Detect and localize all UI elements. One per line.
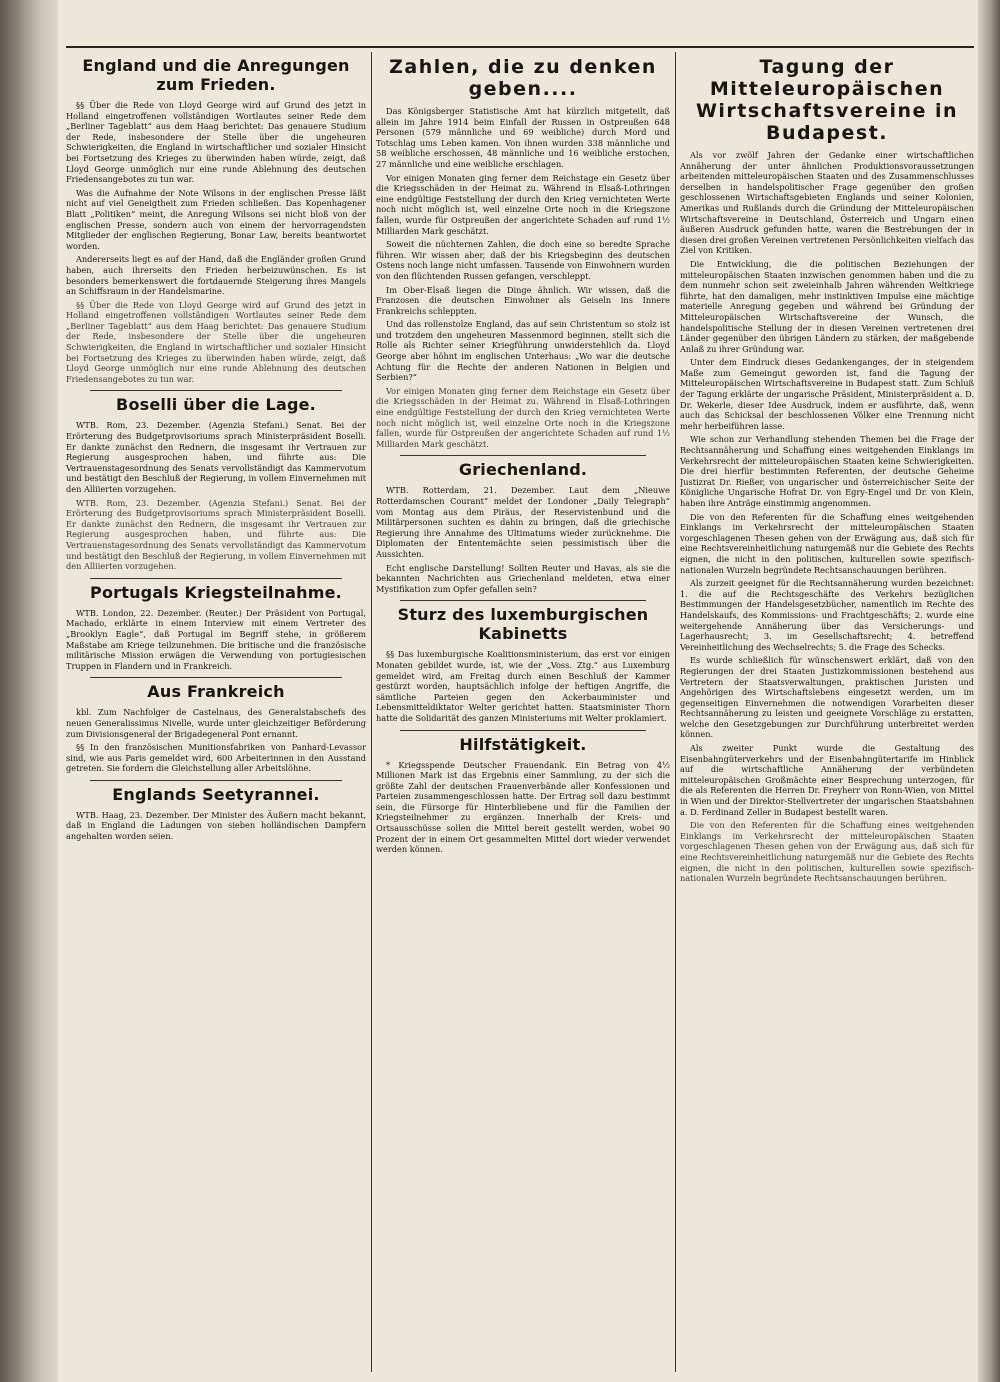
article-paragraph: Soweit die nüchternen Zahlen, die doch eine so beredte Sprache führen. Wir wissen aber, daß der bis Kriegsbeginn des deutschen Ostens noch lange nicht umfassen. Tausende von Einwohnern wurden von den flüchtenden Russen gefangen, verschleppt. [376,239,670,281]
headline-seetyrannei: Englands Seetyrannei. [112,784,320,804]
article-paragraph: §§ Über die Rede von Lloyd George wird auf Grund des jetzt in Holland eingetroffenen vollständigen Wortlautes seiner Rede dem „Berliner Tageblatt“ aus dem Haag berichtet: Das genauere Studium der Rede, insbesondere der Stelle über die ungeheuren Schwierigkeiten, die England in wirtschaftlicher und sozialer Hinsicht bei Fortsetzung des Krieges zu überwinden haben würde, zeigt, daß Lloyd George unmöglich nur eine runde Ablehnung des deutschen Friedensangebotes zu tun war. [66,100,366,185]
headline-hilfstaetigkeit: Hilfstätigkeit. [459,734,587,754]
article-paragraph: Die von den Referenten für die Schaffung eines weitgehenden Einklangs im Verkehrsrecht der mitteleuropäischen Staaten vorgeschlagenen Thesen gehen von der Erwägung aus, daß sich für eine Rechtsvereinheitlichung naturgemäß nur die Gebiete des Rechts eignen, die nicht in den politischen, kulturellen sowie spezifisch-nationalen Wurzeln begründete Rechtsanschauungen berühren. [680,820,974,884]
top-rule [66,46,974,48]
article-paragraph: * Kriegsspende Deutscher Frauendank. Ein Betrag von 4½ Millionen Mark ist das Ergebnis einer Sammlung, zu der sich die größte Zahl der deutschen Frauenverbände aller Konfessionen und Parteien zusammengeschlossen hatte. Der Ertrag soll dazu bestimmt sein, die Fürsorge für Hinterbliebene und für die Familien der Kriegsteilnehmer zu ergänzen. Innerhalb der Kreis- und Ortsausschüsse sollen die Mittel bereit gestellt werden, wobei 90 Prozent der in einem Ort gesammelten Mittel dort wieder verwendet werden können. [376,759,670,855]
article-paragraph: Die von den Referenten für die Schaffung eines weitgehenden Einklangs im Verkehrsrecht der mitteleuropäischen Staaten vorgeschlagenen Thesen gehen von der Erwägung aus, daß sich für eine Rechtsvereinheitlichung naturgemäß nur die Gebiete des Rechts eignen, die nicht in den politischen, kulturellen sowie spezifisch-nationalen Wurzeln begründete Rechtsanschauungen berühren. [680,511,974,575]
article-paragraph: §§ Das luxemburgische Koalitionsministerium, das erst vor einigen Monaten gebildet wurde, ist, wie der „Voss. Ztg.“ aus Luxemburg gemeldet wird, am Freitag durch einen Beschluß der Kammer gestürzt worden, hauptsächlich infolge der heftigen Angriffe, die sämtliche Parteien gegen den Ackerbauminister und Lebensmitteldiktator Welter gerichtet hatten. Staatsminister Thorn hatte die Solidarität des ganzen Ministeriums mit Welter proklamiert. [376,649,670,723]
article-paragraph: Echt englische Darstellung! Sollten Reuter und Havas, als sie die bekannten Nachrichten aus Griechenland meldeten, etwa einer Mystifikation zum Opfer gefallen sein? [376,562,670,594]
section-divider [90,677,342,678]
article-paragraph: Und das rollenstolze England, das auf sein Christentum so stolz ist und trotzdem den ungeheuren Massenmord beginnen, stellt sich die Rolle als Richter seiner Kriegführung unwiderstehlich da. Lloyd George aber höhnt im englischen Unterhaus: „Wo war die deutsche Achtung für die Rechte der anderen Nationen in Belgien und Serbien?“ [376,319,670,383]
article-paragraph: kbl. Zum Nachfolger de Castelnaus, des Generalstabschefs des neuen Generalissimus Nivelle, wurde unter gleichzeitiger Beförderung zum Divisionsgeneral der Brigadegeneral Pont ernannt. [66,707,366,739]
article-paragraph: WTB. Rom, 23. Dezember. (Agenzia Stefani.) Senat. Bei der Erörterung des Budgetprovisoriums sprach Ministerpräsident Boselli. Er dankte zunächst den Rednern, die insgesamt ihr Vertrauen zur Regierung ausgesprochen haben, und führte aus: Die Vertrauenstagesordnung des Senats vervollständigt das Kammervotum und bestätigt den Beschluß der Regierung, in vollem Einvernehmen mit den Alliierten vorzugehen. [66,420,366,494]
column-middle [376,52,670,1372]
headline-frankreich: Aus Frankreich [147,682,285,702]
headline-boselli: Boselli über die Lage. [116,395,316,415]
section-divider [400,600,646,601]
article-paragraph: Das Königsberger Statistische Amt hat kürzlich mitgeteilt, daß allein im Jahre 1914 beim Einfall der Russen in Ostpreußen 648 Personen (579 männliche und 69 weibliche) durch Mord und Totschlag ums Leben kamen. Von ihnen wurden 338 männliche und 58 weibliche erschossen, 48 männliche und 16 weibliche erstochen, 27 männliche und eine weibliche erschlagen. [376,106,670,169]
page-binding-edge-left [0,0,58,1382]
article-paragraph: Vor einigen Monaten ging ferner dem Reichstage ein Gesetz über die Kriegsschäden in der Heimat zu. Während in Elsaß-Lothringen eine endgültige Feststellung der durch den Krieg vernichteten Werte noch nicht möglich ist, weil einzelne Orte noch in die Kriegszone fallen, wurde für Ostpreußen der angerichtete Schaden auf rund 1½ Milliarden Mark geschätzt. [376,172,670,236]
article-paragraph: Was die Aufnahme der Note Wilsons in der englischen Presse läßt nicht auf viel Geneigtheit zum Frieden schließen. Das Kopenhagener Blatt „Politiken“ meint, die Anregung Wilsons sei nicht bloß von der englischen Presse, sondern auch von einem der hervorragendsten Mitglieder der englischen Regierung, Bonar Law, bereits beantwortet worden. [66,187,366,251]
article-paragraph: WTB. London, 22. Dezember. (Reuter.) Der Präsident von Portugal, Machado, erklärte in einem Interview mit einem Vertreter des „Brooklyn Eagle“, daß Portugal im Begriff stehe, in größerem Maßstabe am Kriege teilzunehmen. Die britische und die französische militärische Mission erwägen die Verwendung von portugiesischen Truppen in Flandern und in Frankreich. [66,607,366,671]
article-paragraph: WTB. Rom, 23. Dezember. (Agenzia Stefani.) Senat. Bei der Erörterung des Budgetprovisoriums sprach Ministerpräsident Boselli. Er dankte zunächst den Rednern, die insgesamt ihr Vertrauen zur Regierung ausgesprochen haben, und führte aus: Die Vertrauenstagesordnung des Senats vervollständigt das Kammervotum und bestätigt den Beschluß der Regierung, in vollem Einvernehmen mit den Alliierten vorzugehen. [66,497,366,572]
article-paragraph: §§ Über die Rede von Lloyd George wird auf Grund des jetzt in Holland eingetroffenen vollständigen Wortlautes seiner Rede dem „Berliner Tageblatt“ aus dem Haag berichtet: Das genauere Studium der Rede, insbesondere der Stelle über die ungeheuren Schwierigkeiten, die England in wirtschaftlicher und sozialer Hinsicht bei Fortsetzung des Krieges zu überwinden haben würde, zeigt, daß Lloyd George unmöglich nur eine runde Ablehnung des deutschen Friedensangebotes zu tun war. [66,299,366,384]
article-paragraph: Wie schon zur Verhandlung stehenden Themen bei die Frage der Rechtsannäherung und Schaffung eines weitgehenden Einklangs im Verkehrsrecht der mitteleuropäischen Staaten keine Schwierigkeiten. Die drei hierfür bestimmten Referenten, der deutsche Geheime Justizrat Dr. Rießer, von ungarischer und österreichischer Seite der Königliche Ungarische Hofrat Dr. von Egry-Engel und Dr. von Klein, haben ihre Anträge einstimmig angenommen. [680,434,974,508]
article-paragraph: Es wurde schließlich für wünschenswert erklärt, daß von den Regierungen der drei Staaten Justizkommissionen bestehend aus Vertretern der Staatsverwaltungen, praktischen Juristen und Angehörigen des Wirtschaftslebens eingesetzt werden, um im gegenseitigen Einvernehmen die notwendigen Vorarbeiten dieser Rechtsannäherung zu leisten und geeignete Vorschläge zu erstatten, welche den Gesetzgebungen zur Durchführung unterbreitet werden können. [680,655,974,740]
headline-griechenland: Griechenland. [458,460,588,480]
section-divider [90,390,342,391]
column-rule [371,52,372,1372]
article-paragraph: WTB. Rotterdam, 21. Dezember. Laut dem „Nieuwe Rotterdamschen Courant“ meldet der Londoner „Daily Telegraph“ vom Montag aus dem Piräus, der Reservistenbund und die Militärpersonen suchten es dahin zu bringen, daß die griechische Regierung ihre Annahme des Ultimatums wieder zurücknehme. Die Diplomaten der Ententemächte seien pessimistisch über die Aussichten. [376,485,670,559]
article-paragraph: Als vor zwölf Jahren der Gedanke einer wirtschaftlichen Annäherung der unter ähnlichen Produktionsvoraussetzungen arbeitenden mitteleuropäischen Staaten und des Zusammenschlusses derselben in handelspolitischer Frage gegenüber den großen geschlossenen Wirtschaftsgebieten Englands und seiner Kolonien, Amerikas und Rußlands durch die Gründung der Mitteleuropäischen Wirtschaftsvereine in Deutschland, Österreich und Ungarn einen äußeren Ausdruck gefunden hatte, waren die Bestrebungen der in diesen drei großen Vereinen vertretenen Persönlichkeiten vielfach das Ziel von Kritiken. [680,150,974,256]
column-left [66,52,366,1372]
article-paragraph: Als zweiter Punkt wurde die Gestaltung des Eisenbahngüterverkehrs und der Eisenbahngütertarife im Hinblick auf die wirtschaftliche Annäherung der verbündeten mitteleuropäischen Großmächte einer Besprechung unterzogen, für die als Referenten die Herren Dr. Freyherr von Ronn-Wien, von Mittel in Wien und der Direktor-Stellvertreter der ungarischen Staatsbahnen a. D. Ferdinand Zeller in Budapest bestellt waren. [680,743,974,817]
headline-luxemburg: Sturz des luxemburgischen Kabinetts [397,605,649,644]
headline-tagung-budapest: Tagung der Mitteleuropäischen Wirtschaftsvereine in Budapest. [695,56,959,144]
column-rule [675,52,676,1372]
article-paragraph: §§ In den französischen Munitionsfabriken von Panhard-Levassor sind, wie aus Paris gemeldet wird, 600 Arbeiterinnen in den Ausstand getreten. Sie fordern die Gleichstellung aller Arbeitslöhne. [66,742,366,774]
column-right [680,52,974,1372]
article-paragraph: WTB. Haag, 23. Dezember. Der Minister des Äußern macht bekannt, daß in England die Ladungen von sieben holländischen Dampfern angehalten worden seien. [66,809,366,842]
article-paragraph: Andererseits liegt es auf der Hand, daß die Engländer großen Grund haben, auch ihrerseits den Frieden herbeizuwünschen. Es ist besonders bemerkenswert die fortdauernde Steigerung ihres Mangels an Schiffsraum in der Handelsmarine. [66,254,366,297]
section-divider [400,730,646,731]
section-divider [400,455,646,456]
article-paragraph: Im Ober-Elsaß liegen die Dinge ähnlich. Wir wissen, daß die Franzosen die deutschen Einwohner als Geiseln ins Innere Frankreichs schleppten. [376,284,670,316]
article-paragraph: Die Entwicklung, die die politischen Beziehungen der mitteleuropäischen Staaten inzwischen genommen haben und die zu dem nunmehr schon seit zweieinhalb Jahren währenden Weltkriege führte, hat den damaligen, mehr instinktiven Impulse eine mächtige materielle Anregung gegeben und während bei Gründung der Mitteleuropäischen Wirtschaftsvereine der Wunsch, die handelspolitische Stellung der in diesen Vereinen vertretenen drei Länder gegenüber den übrigen Ländern zu stärken, der maßgebende Anlaß zu ihrer Gründung war. [680,258,974,354]
article-paragraph: Vor einigen Monaten ging ferner dem Reichstage ein Gesetz über die Kriegsschäden in der Heimat zu. Während in Elsaß-Lothringen eine endgültige Feststellung der durch den Krieg vernichteten Werte noch nicht möglich ist, weil einzelne Orte noch in die Kriegszone fallen, wurde für Ostpreußen der angerichtete Schaden auf rund 1½ Milliarden Mark geschätzt. [376,385,670,449]
article-paragraph: Als zurzeit geeignet für die Rechtsannäherung wurden bezeichnet: 1. die auf die Rechtsgeschäfte des Verkehrs bezüglichen Bestimmungen der Handelsgesetzbücher, namentlich im Rechte des Handelskaufs, des Kommissions- und Frachtgeschäfts; 2. wurde eine weitergehende Annäherung über das Versicherungs- und Lagerhausrecht; 3. im Gesellschaftsrecht; 4. betreffend Vereinheitlichung des Wechselrechts; 5. die Frage des Schecks. [680,578,974,652]
section-divider [90,780,342,781]
headline-zahlen: Zahlen, die zu denken geben.... [389,56,657,100]
section-divider [90,578,342,579]
headline-portugal: Portugals Kriegsteilnahme. [90,582,342,602]
article-paragraph: Unter dem Eindruck dieses Gedankenganges, der in steigendem Maße zum Gemeingut geworden ist, fand die Tagung der Mitteleuropäischen Wirtschaftsvereine in Budapest statt. Zum Schluß der Tagung erklärte der ungarische Präsident, Ministerpräsident a. D. Dr. Wekerle, dieser Idee Ausdruck, indem er ausführte, daß, wenn auch das Schicksal der beschlossenen Völker eine Trennung nicht mehr herbeiführen lasse. [680,357,974,431]
page-binding-edge-right [978,0,1000,1382]
headline-england-frieden: England und die Anregungen zum Frieden. [82,56,350,94]
